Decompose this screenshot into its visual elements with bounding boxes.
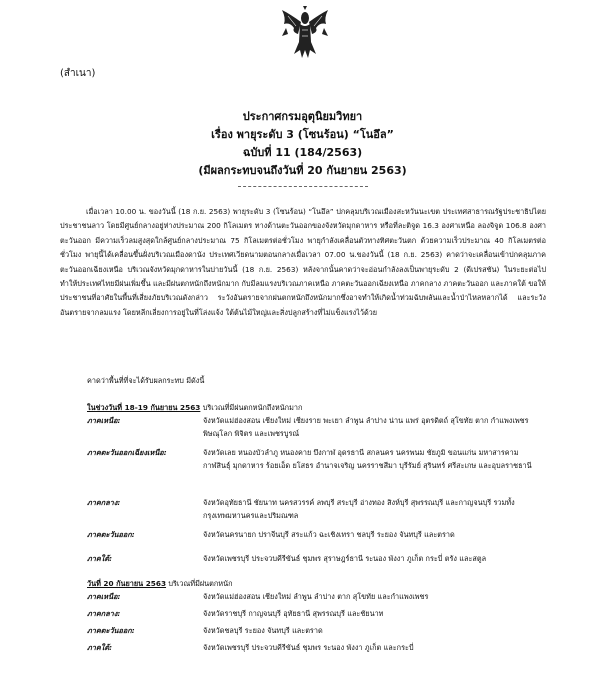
period-note: บริเวณที่มีฝนตกหนัก: [168, 579, 233, 588]
region-provinces: จังหวัดชลบุรี ระยอง จันทบุรี และตราด: [203, 626, 323, 635]
region-provinces: จังหวัดเลย หนองบัวลำภู หนองคาย บึงกาฬ อุดรธานี สกลนคร นครพนม ชัยภูมิ ขอนแก่น มหาสารคาม กาฬสินธุ์ มุกดาหาร ร้อยเอ็ด ยโสธร อำนาจเจริญ นครราชสีมา บุรีรัมย์ สุรินทร์ ศรีสะเกษ และอุบลราชธานี: [203, 448, 532, 470]
period-note: บริเวณที่มีฝนตกหนักถึงหนักมาก: [202, 403, 303, 412]
region-label: ภาคตะวันออก:: [87, 530, 135, 539]
announcement-title: ประกาศกรมอุตุนิยมวิทยา: [242, 110, 363, 123]
issue-number: ฉบับที่ 11 (184/2563): [242, 146, 363, 159]
body-paragraph: [60, 205, 546, 320]
garuda-emblem-icon: [280, 6, 330, 64]
region-provinces: จังหวัดแม่ฮ่องสอน เชียงใหม่ ลำพูน ลำปาง ตาก สุโขทัย และกำแพงเพชร: [203, 592, 429, 601]
announcement-subject: เรื่อง พายุระดับ 3 (โซนร้อน) “โนอึล”: [211, 128, 394, 141]
region-label: ภาคกลาง:: [87, 609, 121, 618]
region-provinces: จังหวัดเพชรบุรี ประจวบคีรีขันธ์ ชุมพร ระนอง พังงา ภูเก็ต และกระบี่: [203, 643, 414, 652]
region-provinces: จังหวัดนครนายก ปราจีนบุรี สระแก้ว ฉะเชิงเทรา ชลบุรี ระยอง จันทบุรี และตราด: [203, 530, 455, 539]
period-date: ในช่วงวันที่ 18-19 กันยายน 2563: [87, 403, 201, 412]
areas-intro: คาดว่าพื้นที่ที่จะได้รับผลกระทบ มีดังนี้: [87, 376, 205, 385]
period-heading: [87, 402, 302, 413]
period-date: วันที่ 20 กันยายน 2563: [87, 579, 167, 588]
region-label: ภาคตะวันออก:: [87, 626, 135, 635]
body-text: เมื่อเวลา 10.00 น. ของวันนี้ (18 ก.ย. 2563) พายุระดับ 3 (โซนร้อน) “โนอึล” ปกคลุมบริเวณเมืองสะหวันนะเขต ประเทศสาธารณรัฐประชาธิปไตยประชาชนลาว โดยมีศูนย์กลางอยู่ห่างประมาณ 200 กิโลเมตร ทางด้านตะวันออกของจังหวัดมุกดาหาร หรือที่ละติจูด 16.3 องศาเหนือ ลองจิจูด 106.8 องศาตะวันออก มีความเร็วลมสูงสุดใกล้ศูนย์กลางประมาณ 75 กิโลเมตรต่อชั่วโมง พายุกำลังเคลื่อนตัวทางทิศตะวันตก ด้วยความเร็วประมาณ 40 กิโลเมตรต่อชั่วโมง พายุนี้ได้เคลื่อนขึ้นฝั่งบริเวณเมืองดานัง ประเทศเวียดนามตอนกลางเมื่อเวลา 07.00 น.ของวันนี้ (18 ก.ย. 2563) คาดว่าจะเคลื่อนเข้าปกคลุมภาคตะวันออกเฉียงเหนือ บริเวณจังหวัดมุกดาหารในบ่ายวันนี้ (18 ก.ย. 2563) หลังจากนั้นคาดว่าจะอ่อนกำลังลงเป็นพายุระดับ 2 (ดีเปรสชัน) ในระยะต่อไป ทำให้ประเทศไทยมีฝนเพิ่มขึ้น และมีฝนตกหนักถึงหนักมาก กับมีลมแรงบริเวณภาคเหนือ ภาคตะวันออกเฉียงเหนือ ภาคกลาง ภาคตะวันออก และภาคใต้ ขอให้ประชาชนที่อาศัยในพื้นที่เสี่ยงภัยบริเวณดังกล่าว ระวังอันตรายจากฝนตกหนักถึงหนักมากซึ่งอาจทำให้เกิดน้ำท่วมฉับพลันและน้ำป่าไหลหลากได้ และระวังอันตรายจากลมแรง โดยหลีกเลี่ยงการอยู่ในที่โล่งแจ้ง ใต้ต้นไม้ใหญ่และสิ่งปลูกสร้างที่ไม่แข็งแรงไว้ด้วย: [60, 207, 546, 317]
region-label: ภาคใต้:: [87, 643, 113, 652]
region-provinces: จังหวัดอุทัยธานี ชัยนาท นครสวรรค์ ลพบุรี สระบุรี อ่างทอง สิงห์บุรี สุพรรณบุรี และกาญจนบุรี รวมทั้งกรุงเทพมหานครและปริมณฑล: [203, 498, 515, 520]
region-provinces: จังหวัดราชบุรี กาญจนบุรี อุทัยธานี สุพรรณบุรี และชัยนาท: [203, 609, 384, 618]
effective-date: (มีผลกระทบจนถึงวันที่ 20 กันยายน 2563): [198, 164, 407, 177]
region-provinces: จังหวัดเพชรบุรี ประจวบคีรีขันธ์ ชุมพร สุราษฎร์ธานี ระนอง พังงา ภูเก็ต กระบี่ ตรัง และสตูล: [203, 554, 487, 563]
region-provinces: จังหวัดแม่ฮ่องสอน เชียงใหม่ เชียงราย พะเยา ลำพูน ลำปาง น่าน แพร่ อุตรดิตถ์ สุโขทัย ตาก กำแพงเพชร พิษณุโลก พิจิตร และเพชรบูรณ์: [203, 416, 529, 438]
period-heading: [87, 578, 233, 589]
region-label: ภาคใต้:: [87, 554, 113, 563]
region-label: ภาคกลาง:: [87, 498, 121, 507]
copy-tag: (สำเนา): [60, 68, 96, 79]
region-label: ภาคเหนือ:: [87, 416, 121, 425]
region-label: ภาคเหนือ:: [87, 592, 121, 601]
region-label: ภาคตะวันออกเฉียงเหนือ:: [87, 448, 167, 457]
divider: [238, 186, 368, 187]
